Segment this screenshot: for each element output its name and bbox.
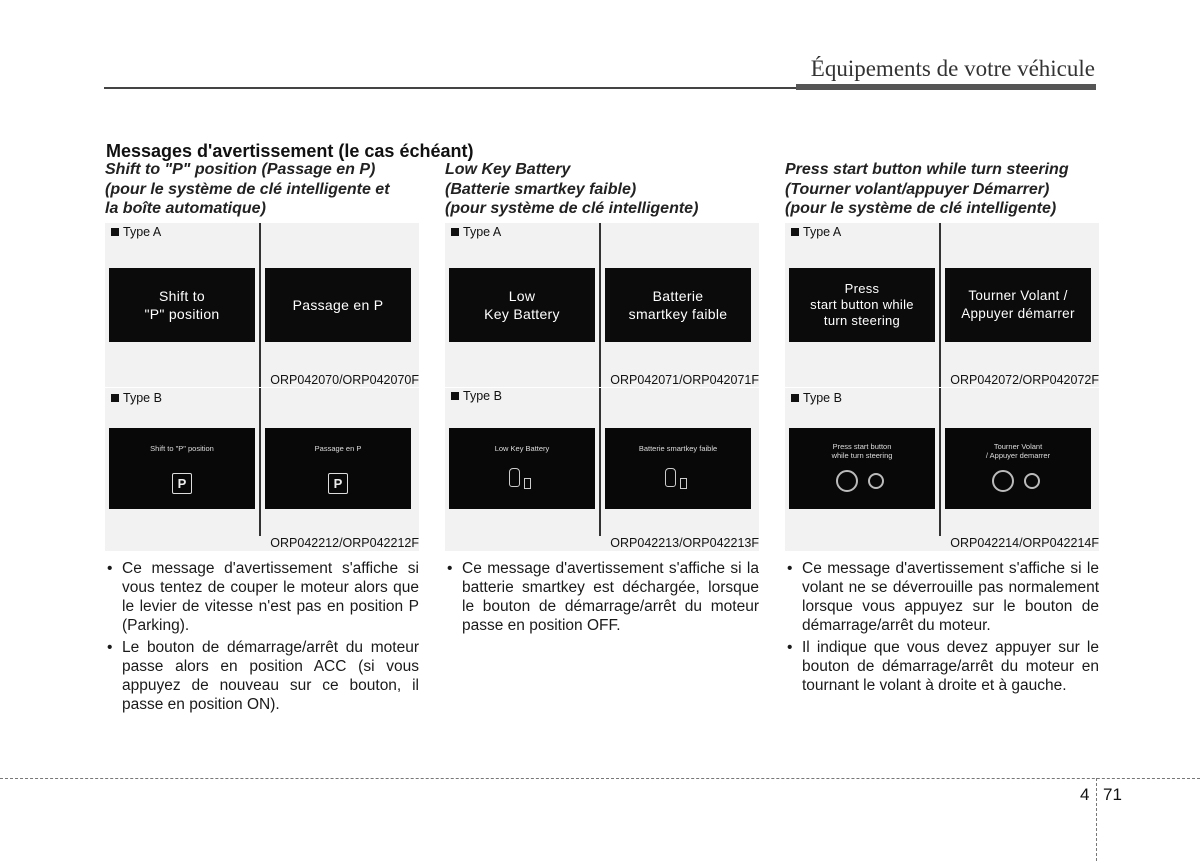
- bullet-item: • Il indique que vous devez appuyer sur le bouton de démarrage/arrêt du moteur en tournant le volant à droite et à gauche.: [785, 638, 1099, 695]
- page-number-divider: [1096, 778, 1097, 861]
- figure-row-divider: [105, 387, 419, 388]
- smart-key-icon: [665, 468, 676, 487]
- battery-icon: [524, 478, 531, 489]
- type-a-label: Type A: [791, 225, 841, 239]
- type-a-label: Type A: [111, 225, 161, 239]
- figure-divider: [259, 223, 261, 536]
- figure-code: ORP042070/ORP042070F: [264, 373, 419, 387]
- chapter-number: 4: [1080, 785, 1090, 804]
- display-screen-type-a: Shift to "P" position: [109, 268, 255, 342]
- park-icon: P: [172, 473, 192, 494]
- column-shift-to-p: [105, 160, 419, 713]
- display-screen-type-b-fr: Batterie smartkey faible: [605, 428, 751, 509]
- running-header: Équipements de votre véhicule: [810, 56, 1095, 81]
- bullet-item: • Ce message d'avertissement s'affiche si vous tentez de couper le moteur alors que le levier de vitesse n'est pas en position P (Parking).: [105, 559, 419, 635]
- display-screen-type-b-fr: Passage en P P: [265, 428, 411, 509]
- bullet-list: [785, 559, 1099, 698]
- display-screen-type-a: Low Key Battery: [449, 268, 595, 342]
- display-screen-type-a-fr: Passage en P: [265, 268, 411, 342]
- bullet-list: [445, 559, 759, 638]
- display-screen-type-b-fr: Tourner Volant / Appuyer demarrer: [945, 428, 1091, 509]
- battery-icon: [680, 478, 687, 489]
- figure-code: ORP042071/ORP042071F: [604, 373, 759, 387]
- display-screen-type-b: Low Key Battery: [449, 428, 595, 509]
- column-subtitle: Shift to "P" position (Passage en P) (pour le système de clé intelligente et la boîte automatique): [105, 161, 390, 217]
- section-title: Messages d'avertissement (le cas échéant): [106, 141, 474, 161]
- figure-code: ORP042072/ORP042072F: [944, 373, 1099, 387]
- steering-wheel-icon: [992, 470, 1014, 492]
- bullet-list: [105, 559, 419, 717]
- type-b-label: Type B: [111, 391, 162, 405]
- bullet-item: • Ce message d'avertissement s'affiche si le volant ne se déverrouille pas normalement lorsque vous appuyez sur le bouton de démarrage/arrêt du moteur.: [785, 559, 1099, 635]
- type-a-label: Type A: [451, 225, 501, 239]
- display-screen-type-b: Shift to "P" position P: [109, 428, 255, 509]
- figure-code: ORP042213/ORP042213F: [604, 536, 759, 550]
- display-screen-type-a-fr: Tourner Volant / Appuyer démarrer: [945, 268, 1091, 342]
- figure-divider: [939, 223, 941, 536]
- column-press-start-button: [785, 160, 1099, 694]
- figure-panel: [445, 223, 759, 551]
- display-screen-type-a: Press start button while turn steering: [789, 268, 935, 342]
- figure-panel: [105, 223, 419, 551]
- figure-row-divider: [785, 387, 1099, 388]
- steering-wheel-icon: [836, 470, 858, 492]
- bullet-item: • Le bouton de démarrage/arrêt du moteur passe alors en position ACC (si vous appuyez de nouveau sur ce bouton, il passe en position ON).: [105, 638, 419, 714]
- type-b-label: Type B: [791, 391, 842, 405]
- column-subtitle: Low Key Battery (Batterie smartkey faible) (pour système de clé intelligente): [445, 161, 699, 217]
- start-button-icon: [1024, 473, 1040, 489]
- start-button-icon: [868, 473, 884, 489]
- display-screen-type-a-fr: Batterie smartkey faible: [605, 268, 751, 342]
- page-number: 71: [1103, 785, 1122, 804]
- figure-divider: [599, 223, 601, 536]
- figure-code: ORP042214/ORP042214F: [944, 536, 1099, 550]
- type-b-label: Type B: [451, 389, 502, 403]
- figure-code: ORP042212/ORP042212F: [264, 536, 419, 550]
- figure-panel: [785, 223, 1099, 551]
- footer-rule: [0, 778, 1200, 779]
- column-subtitle: Press start button while turn steering (Tourner volant/appuyer Démarrer) (pour le système de clé intelligente): [785, 161, 1069, 217]
- smart-key-icon: [509, 468, 520, 487]
- header-rule-accent: [796, 84, 1096, 90]
- figure-row-divider: [445, 387, 759, 388]
- bullet-item: • Ce message d'avertissement s'affiche si la batterie smartkey est déchargée, lorsque le bouton de démarrage/arrêt du moteur passe en position OFF.: [445, 559, 759, 635]
- park-icon: P: [328, 473, 348, 494]
- display-screen-type-b: Press start button while turn steering: [789, 428, 935, 509]
- column-low-key-battery: [445, 160, 759, 634]
